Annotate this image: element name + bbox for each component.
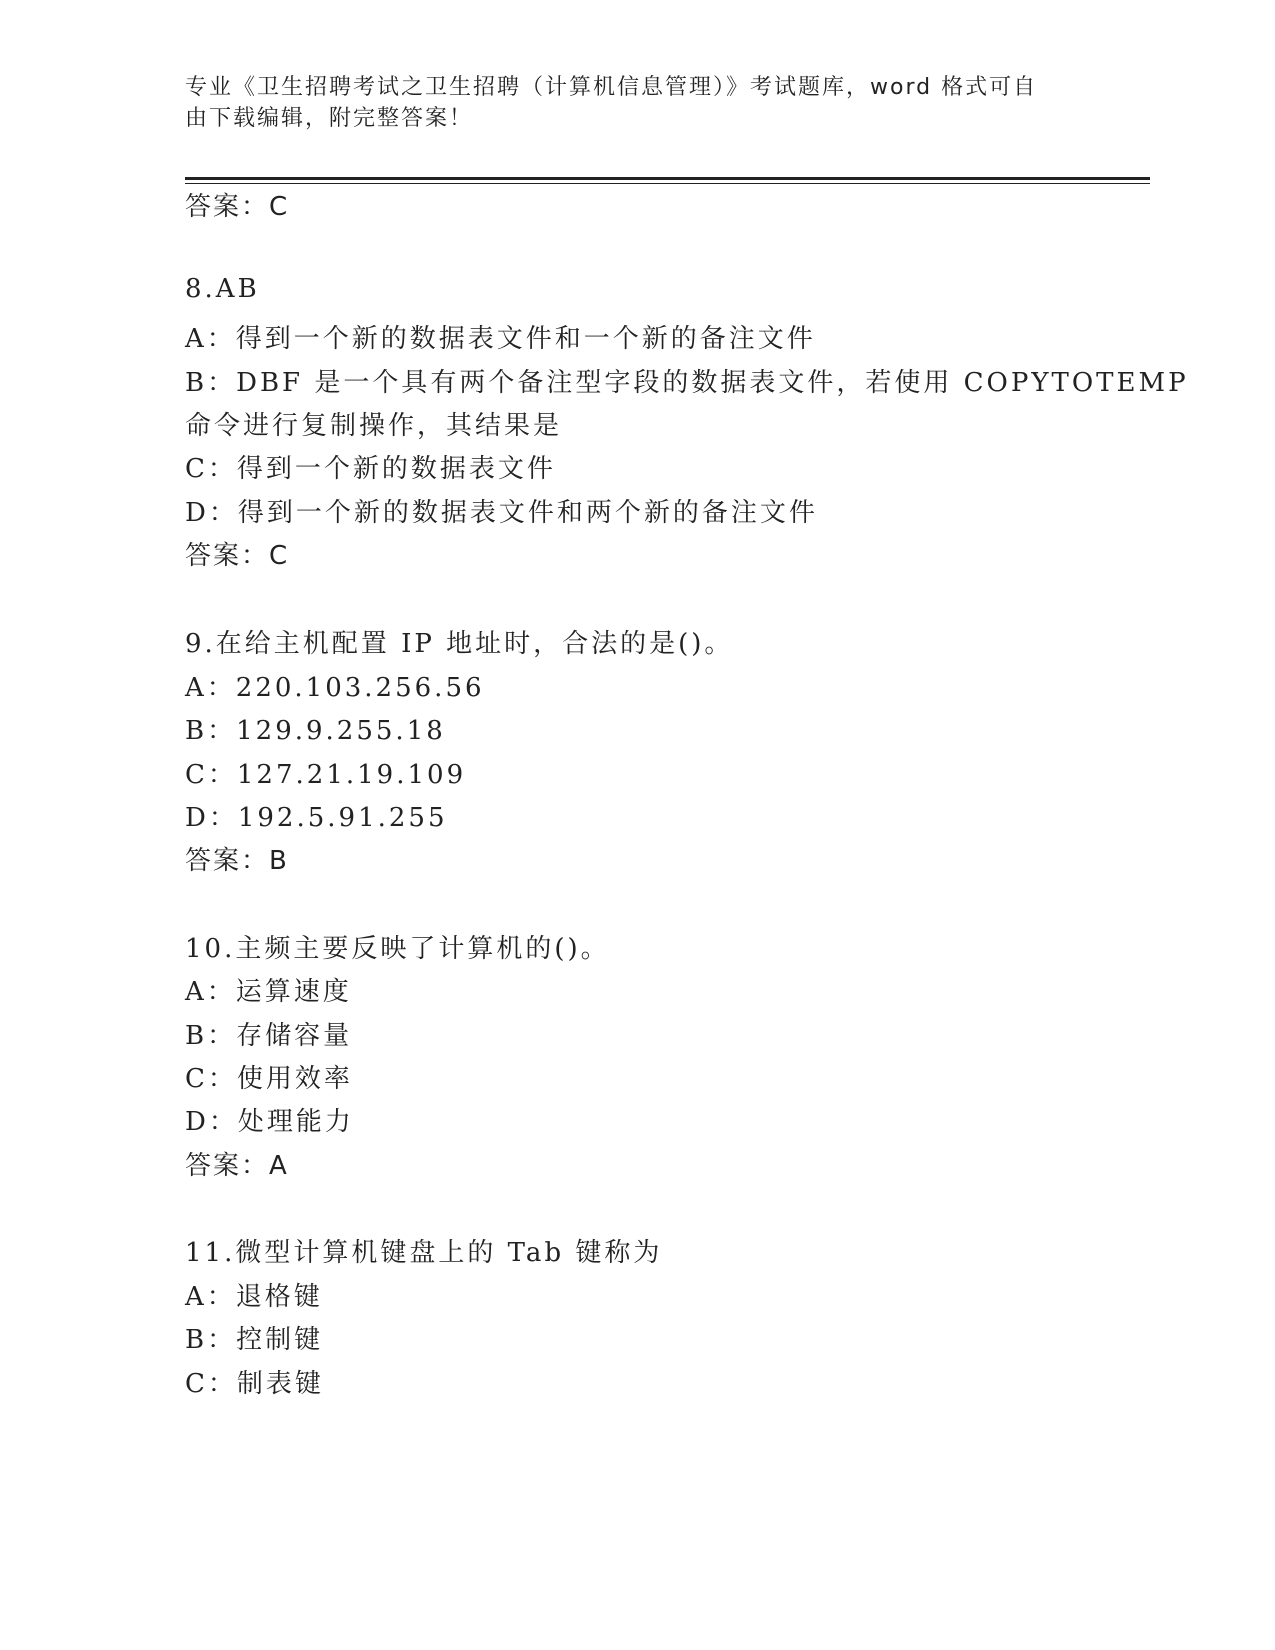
question-10-option-a: A：运算速度 bbox=[185, 977, 352, 1007]
question-8-option-d: D：得到一个新的数据表文件和两个新的备注文件 bbox=[185, 498, 818, 528]
question-11-option-b: B：控制键 bbox=[185, 1325, 324, 1355]
question-8-answer: 答案：C bbox=[185, 541, 290, 571]
question-8-option-c: C：得到一个新的数据表文件 bbox=[185, 454, 556, 484]
question-8-option-a: A：得到一个新的数据表文件和一个新的备注文件 bbox=[185, 324, 816, 354]
question-9-title: 9.在给主机配置 IP 地址时，合法的是()。 bbox=[185, 629, 734, 659]
header-divider-thin bbox=[185, 183, 1150, 184]
question-8-option-b: B：DBF 是一个具有两个备注型字段的数据表文件，若使用 COPYTOTEMP bbox=[185, 368, 1189, 398]
question-10-option-d: D：处理能力 bbox=[185, 1107, 354, 1137]
question-10-answer: 答案：A bbox=[185, 1151, 289, 1181]
document-header bbox=[185, 72, 1065, 134]
question-8-option-b-continued: 命令进行复制操作，其结果是 bbox=[185, 411, 563, 441]
question-9-option-a: A：220.103.256.56 bbox=[185, 673, 485, 703]
question-11-option-c: C：制表键 bbox=[185, 1369, 324, 1399]
header-line-1: 专业《卫生招聘考试之卫生招聘（计算机信息管理）》考试题库，word 格式可自 bbox=[185, 75, 1038, 100]
question-10-option-c: C：使用效率 bbox=[185, 1064, 353, 1094]
question-11-title: 11.微型计算机键盘上的 Tab 键称为 bbox=[185, 1238, 663, 1268]
question-10-option-b: B：存储容量 bbox=[185, 1021, 353, 1051]
question-9-option-b: B：129.9.255.18 bbox=[185, 716, 446, 746]
question-9-answer: 答案：B bbox=[185, 846, 289, 876]
question-9-option-d: D：192.5.91.255 bbox=[185, 803, 448, 833]
previous-answer: 答案：C bbox=[185, 192, 290, 222]
question-11-option-a: A：退格键 bbox=[185, 1282, 323, 1312]
question-9-option-c: C：127.21.19.109 bbox=[185, 760, 467, 790]
header-line-2: 由下载编辑，附完整答案！ bbox=[185, 106, 474, 131]
question-8-title: 8.AB bbox=[185, 274, 260, 304]
header-divider-thick bbox=[185, 177, 1150, 180]
question-10-title: 10.主频主要反映了计算机的()。 bbox=[185, 934, 610, 964]
